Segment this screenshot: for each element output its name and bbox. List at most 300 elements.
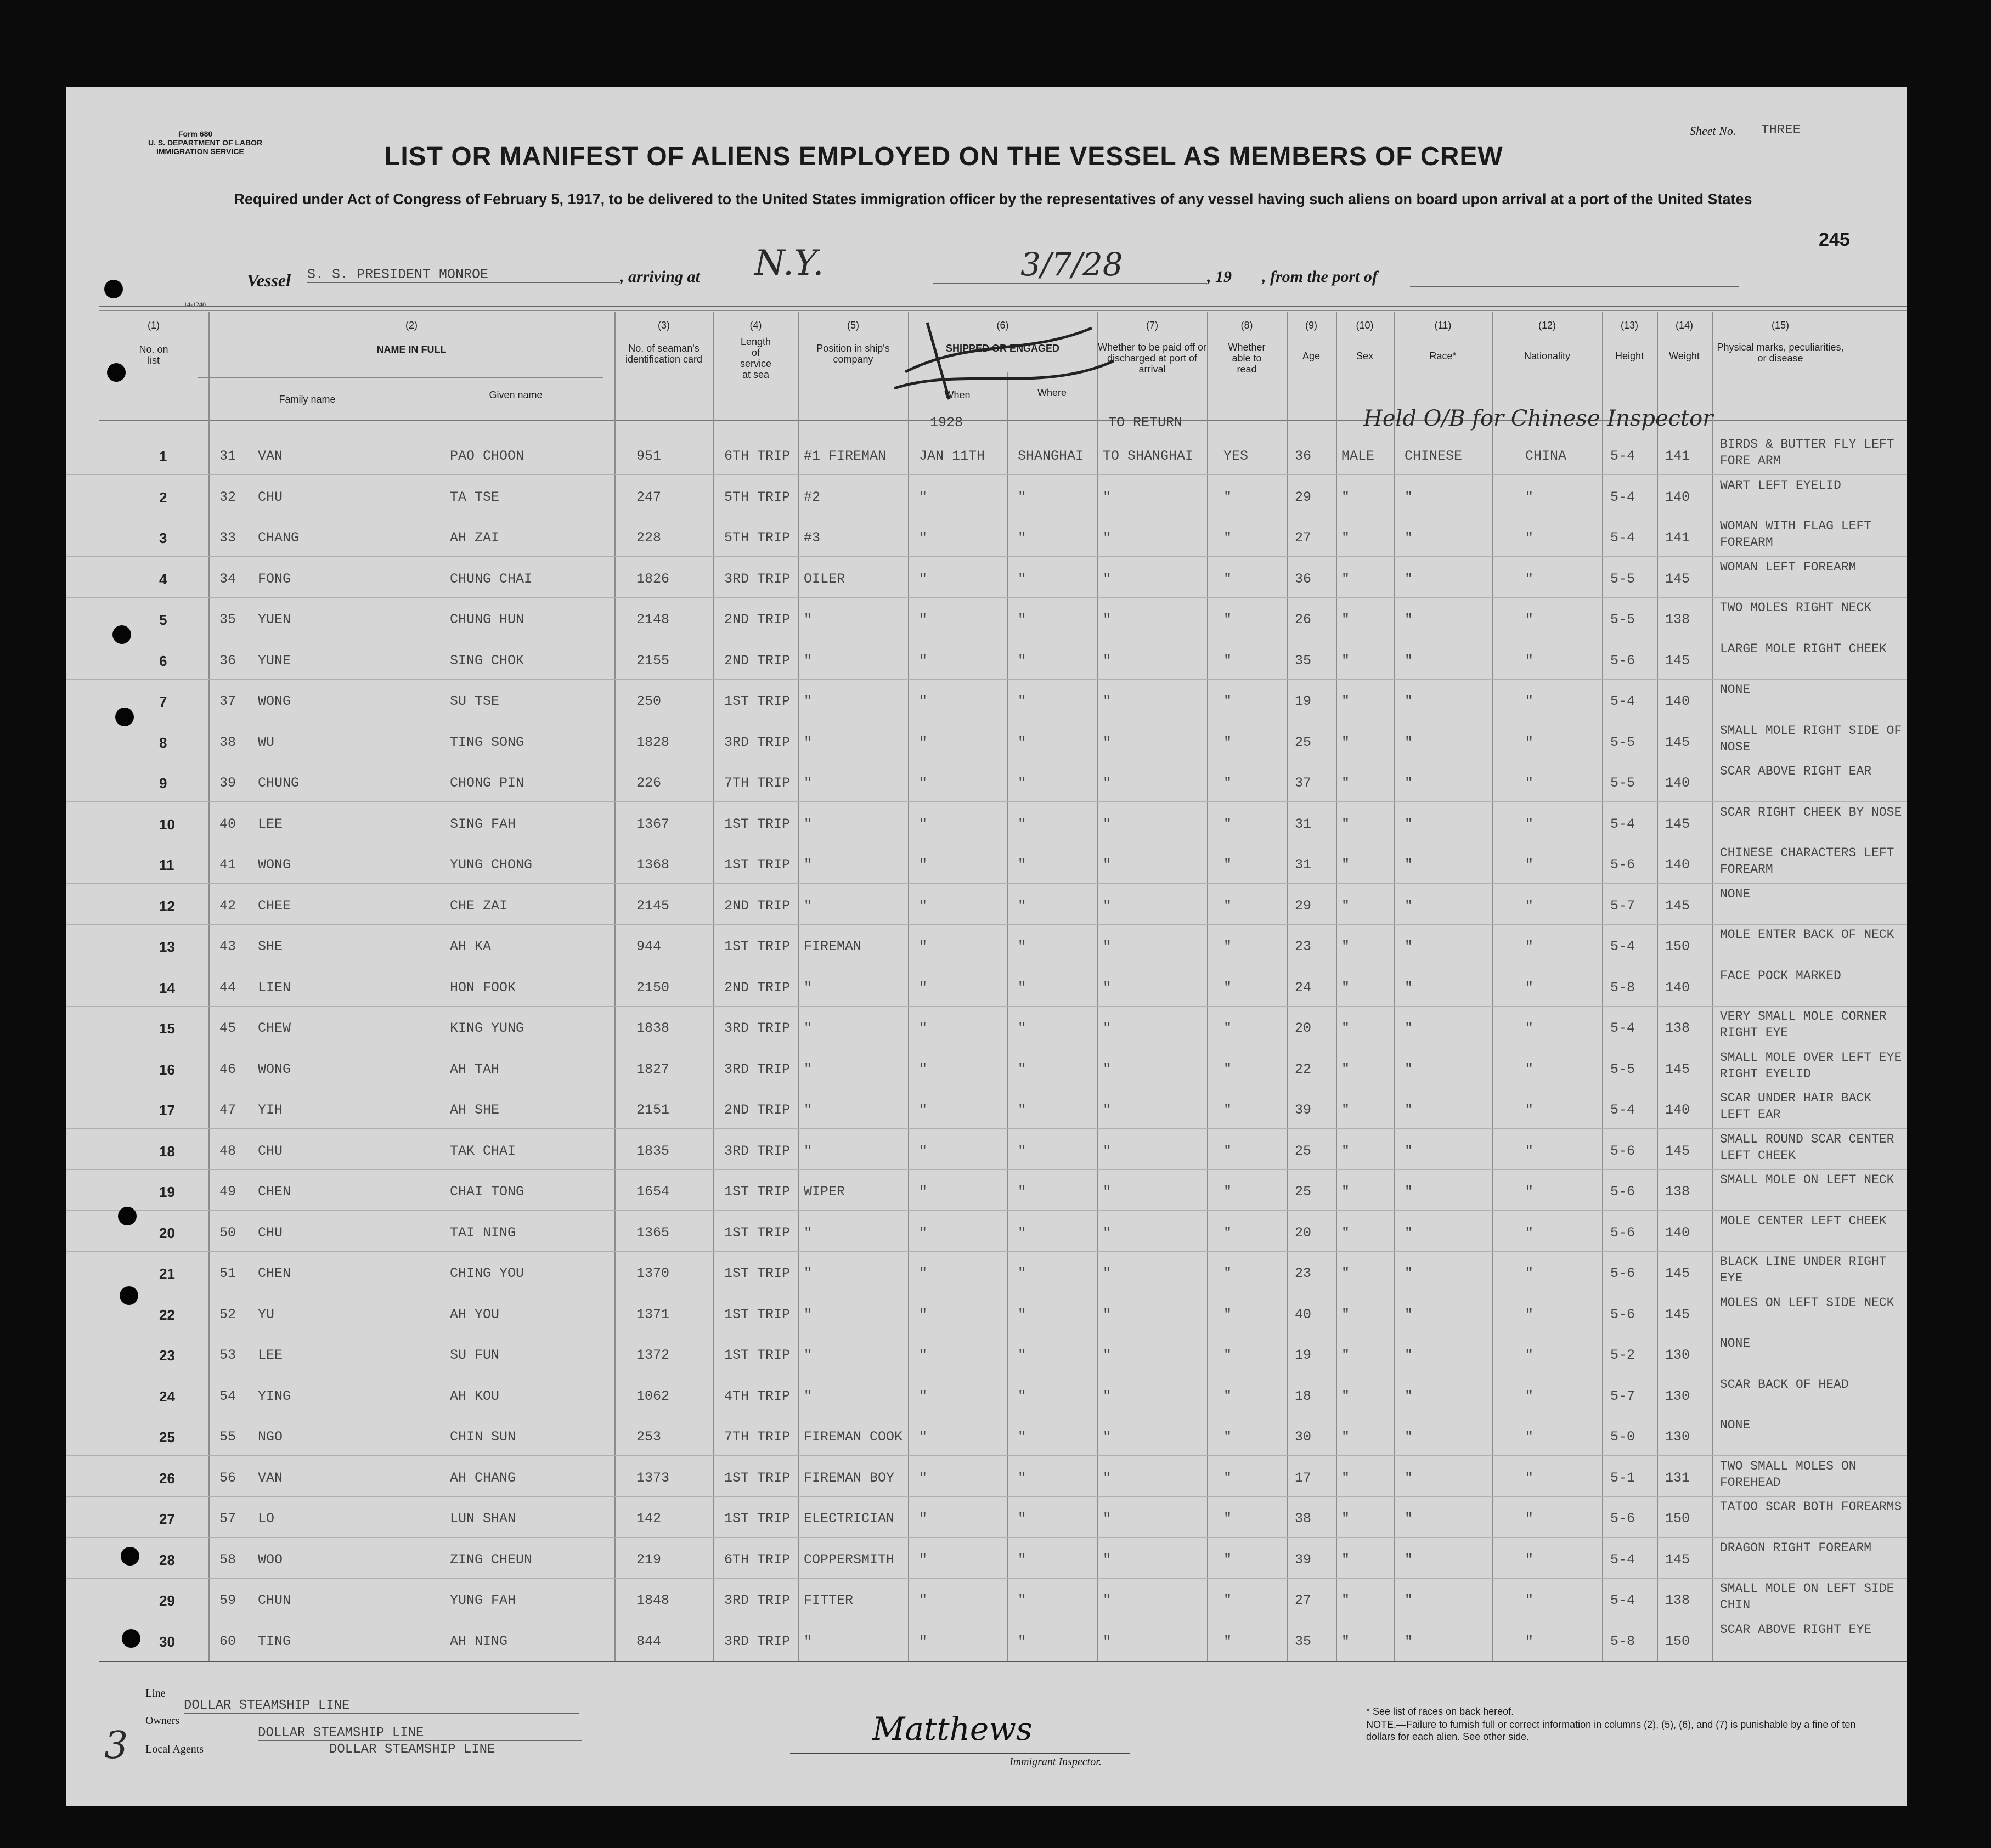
- sex: ": [1341, 1429, 1350, 1445]
- height: 5-6: [1610, 652, 1635, 669]
- age: 35: [1295, 652, 1312, 669]
- payoff: ": [1103, 1633, 1112, 1649]
- shipped-when: ": [919, 1470, 928, 1486]
- shipped-where: ": [1018, 1592, 1026, 1608]
- card-number: 2148: [636, 612, 670, 628]
- given-name: SU FUN: [450, 1347, 500, 1363]
- given-name: LUN SHAN: [450, 1511, 516, 1527]
- shipped-when: ": [919, 489, 928, 505]
- nationality: ": [1525, 1020, 1534, 1036]
- sex: ": [1341, 897, 1350, 914]
- payoff: ": [1103, 1061, 1112, 1077]
- races-note: * See list of races on back hereof.: [1366, 1706, 1514, 1717]
- sex: ": [1341, 489, 1350, 505]
- race: ": [1405, 1511, 1413, 1527]
- list-number: 46: [219, 1061, 236, 1077]
- physical-marks: SCAR RIGHT CHEEK BY NOSE: [1720, 805, 1902, 820]
- sex: ": [1341, 1061, 1350, 1077]
- family-name: WONG: [258, 693, 291, 709]
- col6-when-header: When: [944, 389, 971, 400]
- race: ": [1405, 1224, 1413, 1241]
- crew-row: [66, 680, 1907, 720]
- vessel-label: Vessel: [247, 270, 291, 290]
- position: FIREMAN COOK: [804, 1429, 903, 1445]
- race: ": [1405, 1265, 1413, 1281]
- col11-header: (11) Race*: [1429, 320, 1457, 361]
- physical-marks: TWO MOLES RIGHT NECK: [1720, 601, 1872, 615]
- able-to-read: ": [1223, 1306, 1232, 1323]
- crew-row: [66, 967, 1907, 1007]
- position: #1 FIREMAN: [804, 448, 887, 464]
- list-number: 50: [219, 1224, 236, 1241]
- race: ": [1405, 570, 1413, 587]
- inspector-note: Held O/B for Chinese Inspector: [1363, 406, 1713, 431]
- race: ": [1405, 1470, 1413, 1486]
- sex: ": [1341, 530, 1350, 546]
- list-number: 59: [219, 1592, 236, 1608]
- sex: ": [1341, 693, 1350, 709]
- payoff: ": [1103, 734, 1112, 750]
- nationality: ": [1525, 816, 1534, 832]
- able-to-read: ": [1223, 734, 1232, 750]
- card-number: 2155: [636, 652, 670, 669]
- sex: ": [1341, 1551, 1350, 1568]
- shipped-where: ": [1018, 489, 1026, 505]
- shipped-where: ": [1018, 857, 1026, 873]
- family-name: YUEN: [258, 612, 291, 628]
- physical-marks: LARGE MOLE RIGHT CHEEK: [1720, 641, 1887, 656]
- weight: 140: [1665, 979, 1690, 996]
- given-name: CHE ZAI: [450, 897, 508, 914]
- able-to-read: ": [1223, 816, 1232, 832]
- given-name: AH ZAI: [450, 530, 500, 546]
- list-number: 35: [219, 612, 236, 628]
- shipped-when: ": [919, 1633, 928, 1649]
- list-number: 45: [219, 1020, 236, 1036]
- crew-row: [66, 925, 1907, 965]
- position: ": [804, 693, 813, 709]
- height: 5-6: [1610, 1184, 1635, 1200]
- family-name: YU: [258, 1306, 275, 1323]
- age: 27: [1295, 530, 1312, 546]
- physical-marks: SMALL MOLE ON LEFT SIDE CHIN: [1720, 1581, 1894, 1612]
- weight: 138: [1665, 1184, 1690, 1200]
- position: ": [804, 1347, 813, 1363]
- crew-row: [66, 1539, 1907, 1579]
- able-to-read: ": [1223, 530, 1232, 546]
- weight: 145: [1665, 570, 1690, 587]
- weight: 145: [1665, 816, 1690, 832]
- position: ": [804, 1061, 813, 1077]
- card-number: 1372: [636, 1347, 670, 1363]
- shipped-where: ": [1018, 1184, 1026, 1200]
- able-to-read: ": [1223, 1224, 1232, 1241]
- service-length: 1ST TRIP: [724, 1306, 791, 1323]
- shipped-where: ": [1018, 1511, 1026, 1527]
- race: ": [1405, 1592, 1413, 1608]
- given-name: AH TAH: [450, 1061, 500, 1077]
- height: 5-5: [1610, 570, 1635, 587]
- sex: ": [1341, 652, 1350, 669]
- shipped-when: ": [919, 939, 928, 954]
- shipped-where: ": [1018, 1102, 1026, 1118]
- card-number: 1828: [636, 734, 670, 750]
- crew-row: [66, 640, 1907, 680]
- sheet-label: Sheet No.: [1690, 124, 1736, 138]
- line-number: 17: [159, 1102, 175, 1118]
- age: 20: [1295, 1020, 1312, 1036]
- shipped-when: ": [919, 1429, 928, 1445]
- shipped-where: ": [1018, 1470, 1026, 1486]
- payoff: ": [1103, 1224, 1112, 1241]
- crew-row: [66, 1497, 1907, 1538]
- nationality: ": [1525, 1143, 1534, 1159]
- payoff: ": [1103, 570, 1112, 587]
- height: 5-6: [1610, 1511, 1635, 1527]
- height: 5-4: [1610, 1020, 1635, 1036]
- race: CHINESE: [1405, 448, 1463, 464]
- inspector-label: Immigrant Inspector.: [1009, 1756, 1102, 1768]
- shipped-when: ": [919, 1347, 928, 1363]
- nationality: ": [1525, 1633, 1534, 1649]
- age: 39: [1295, 1102, 1312, 1118]
- owners-value: DOLLAR STEAMSHIP LINE: [258, 1726, 582, 1741]
- payoff: ": [1103, 1551, 1112, 1568]
- weight: 145: [1665, 1306, 1690, 1323]
- family-name: NGO: [258, 1429, 283, 1445]
- punch-hole: [115, 708, 134, 726]
- race: ": [1405, 1347, 1413, 1363]
- service-length: 2ND TRIP: [724, 612, 791, 628]
- col10-header: (10) Sex: [1356, 320, 1374, 361]
- weight: 138: [1665, 1020, 1690, 1036]
- line-value: DOLLAR STEAMSHIP LINE: [184, 1698, 579, 1714]
- height: 5-6: [1610, 1306, 1635, 1323]
- weight: 150: [1665, 1511, 1690, 1527]
- crew-row: [66, 598, 1907, 638]
- weight: 141: [1665, 530, 1690, 546]
- service-length: 7TH TRIP: [724, 1429, 791, 1445]
- list-number: 55: [219, 1429, 236, 1445]
- payoff: ": [1103, 1102, 1112, 1118]
- line-number: 29: [159, 1592, 175, 1609]
- payoff: ": [1103, 652, 1112, 669]
- height: 5-4: [1610, 1102, 1635, 1118]
- service-length: 2ND TRIP: [724, 1102, 791, 1118]
- card-number: 1373: [636, 1470, 670, 1486]
- form-number: Form 680: [178, 129, 213, 138]
- nationality: ": [1525, 530, 1534, 546]
- given-name: CHIN SUN: [450, 1429, 516, 1445]
- inspector-signature: Matthews: [872, 1710, 1033, 1748]
- given-name: PAO CHOON: [450, 448, 524, 464]
- list-number: 53: [219, 1347, 236, 1363]
- crew-row: [66, 762, 1907, 802]
- sex: ": [1341, 979, 1350, 996]
- position: ": [804, 1020, 813, 1036]
- list-number: 42: [219, 897, 236, 914]
- shipped-when: JAN 11TH: [919, 448, 985, 464]
- line-number: 8: [159, 734, 167, 751]
- sex: ": [1341, 939, 1350, 954]
- list-number: 40: [219, 816, 236, 832]
- age: 30: [1295, 1429, 1312, 1445]
- col3-header: (3) No. of seaman's identification card: [625, 320, 703, 365]
- family-name: LO: [258, 1511, 275, 1527]
- able-to-read: ": [1223, 1102, 1232, 1118]
- given-name: TA TSE: [450, 489, 500, 505]
- service-length: 2ND TRIP: [724, 979, 791, 996]
- shipped-when: ": [919, 693, 928, 709]
- margin-number: 3: [104, 1724, 128, 1767]
- shipped-where: ": [1018, 1551, 1026, 1568]
- card-number: 219: [636, 1551, 662, 1568]
- card-number: 2150: [636, 979, 670, 996]
- able-to-read: ": [1223, 1470, 1232, 1486]
- payoff: ": [1103, 979, 1112, 996]
- payoff: ": [1103, 530, 1112, 546]
- race: ": [1405, 897, 1413, 914]
- weight: 145: [1665, 652, 1690, 669]
- card-number: 1826: [636, 570, 670, 587]
- physical-marks: SCAR ABOVE RIGHT EYE: [1720, 1622, 1872, 1637]
- sex: ": [1341, 816, 1350, 832]
- card-number: 1371: [636, 1306, 670, 1323]
- payoff: ": [1103, 1511, 1112, 1527]
- weight: 150: [1665, 939, 1690, 954]
- list-number: 49: [219, 1184, 236, 1200]
- given-name: SU TSE: [450, 693, 500, 709]
- age: 31: [1295, 816, 1312, 832]
- service-length: 3RD TRIP: [724, 1633, 791, 1649]
- col4-header: (4) Length of service at sea: [740, 320, 771, 380]
- nationality: ": [1525, 857, 1534, 873]
- list-number: 54: [219, 1388, 236, 1404]
- family-name: YUNE: [258, 652, 291, 669]
- race: ": [1405, 734, 1413, 750]
- sheet-value: THREE: [1761, 123, 1801, 138]
- card-number: 1848: [636, 1592, 670, 1608]
- given-name: TING SONG: [450, 734, 524, 750]
- card-number: 2145: [636, 897, 670, 914]
- able-to-read: ": [1223, 1265, 1232, 1281]
- weight: 140: [1665, 775, 1690, 791]
- weight: 130: [1665, 1347, 1690, 1363]
- payoff: ": [1103, 612, 1112, 628]
- nationality: ": [1525, 775, 1534, 791]
- physical-marks: MOLE CENTER LEFT CHEEK: [1720, 1213, 1887, 1228]
- race: ": [1405, 939, 1413, 954]
- shipped-where: ": [1018, 734, 1026, 750]
- weight: 140: [1665, 489, 1690, 505]
- shipped-when: ": [919, 857, 928, 873]
- list-number: 39: [219, 775, 236, 791]
- weight: 140: [1665, 693, 1690, 709]
- card-number: 247: [636, 489, 662, 505]
- weight: 130: [1665, 1429, 1690, 1445]
- shipped-where: ": [1018, 979, 1026, 996]
- age: 18: [1295, 1388, 1312, 1404]
- crew-row: [66, 844, 1907, 884]
- family-name: LEE: [258, 816, 283, 832]
- position: ": [804, 612, 813, 628]
- race: ": [1405, 1551, 1413, 1568]
- line-number: 19: [159, 1184, 175, 1200]
- manifest-sheet: [66, 87, 1907, 1806]
- height: 5-8: [1610, 1633, 1635, 1649]
- crew-row: [66, 1293, 1907, 1333]
- service-length: 1ST TRIP: [724, 1265, 791, 1281]
- race: ": [1405, 1020, 1413, 1036]
- list-number: 32: [219, 489, 236, 505]
- service-length: 4TH TRIP: [724, 1388, 791, 1404]
- sex: ": [1341, 1388, 1350, 1404]
- crew-row: [66, 1334, 1907, 1374]
- height: 5-7: [1610, 1388, 1635, 1404]
- card-number: 944: [636, 939, 662, 954]
- line-number: 6: [159, 652, 167, 669]
- payoff: ": [1103, 1265, 1112, 1281]
- punch-hole: [121, 1547, 139, 1566]
- crew-row: [66, 885, 1907, 925]
- crew-row: [66, 1252, 1907, 1292]
- shipped-where: ": [1018, 1061, 1026, 1077]
- sex: ": [1341, 1470, 1350, 1486]
- crew-row: [66, 1007, 1907, 1047]
- payoff: ": [1103, 1306, 1112, 1323]
- age: 35: [1295, 1633, 1312, 1649]
- able-to-read: ": [1223, 1551, 1232, 1568]
- service-length: 1ST TRIP: [724, 693, 791, 709]
- age: 17: [1295, 1470, 1312, 1486]
- height: 5-4: [1610, 489, 1635, 505]
- crew-row: [66, 1089, 1907, 1129]
- penalty-note: NOTE.—Failure to furnish full or correct information in columns (2), (5), (6), and (7) is punishable by a fine of ten dollars for each alien. See other side.: [1366, 1719, 1856, 1742]
- list-number: 36: [219, 652, 236, 669]
- line-number: 27: [159, 1511, 175, 1527]
- given-name: KING YUNG: [450, 1020, 524, 1036]
- col2-header: (2) NAME IN FULL: [376, 320, 447, 355]
- col13-header: (13) Height: [1615, 320, 1644, 361]
- arriving-port: N.Y.: [721, 243, 968, 284]
- race: ": [1405, 857, 1413, 873]
- shipped-when: ": [919, 570, 928, 587]
- physical-marks: NONE: [1720, 886, 1751, 901]
- service-length: 3RD TRIP: [724, 1592, 791, 1608]
- race: ": [1405, 1306, 1413, 1323]
- card-number: 951: [636, 448, 662, 464]
- service-length: 3RD TRIP: [724, 1061, 791, 1077]
- card-number: 1062: [636, 1388, 670, 1404]
- card-number: 1367: [636, 816, 670, 832]
- age: 25: [1295, 1143, 1312, 1159]
- payoff: ": [1103, 1592, 1112, 1608]
- race: ": [1405, 693, 1413, 709]
- weight: 141: [1665, 448, 1690, 464]
- manifest-subtitle: Required under Act of Congress of February 5, 1917, to be delivered to the United States immigration officer by the representatives of any vessel having such aliens on board upon arrival at a port of the United States: [234, 191, 1752, 207]
- service-length: 1ST TRIP: [724, 939, 791, 954]
- family-name: LEE: [258, 1347, 283, 1363]
- age: 19: [1295, 693, 1312, 709]
- nationality: ": [1525, 693, 1534, 709]
- race: ": [1405, 612, 1413, 628]
- punch-hole: [104, 280, 123, 298]
- nationality: ": [1525, 1551, 1534, 1568]
- position: COPPERSMITH: [804, 1551, 895, 1568]
- line-number: 11: [159, 857, 174, 873]
- shipped-where: ": [1018, 1306, 1026, 1323]
- weight: 145: [1665, 1143, 1690, 1159]
- able-to-read: ": [1223, 570, 1232, 587]
- shipped-when: ": [919, 897, 928, 914]
- crew-row: [66, 517, 1907, 557]
- from-port-value: [1410, 273, 1739, 287]
- position: ELECTRICIAN: [804, 1511, 895, 1527]
- able-to-read: ": [1223, 1061, 1232, 1077]
- payoff: ": [1103, 897, 1112, 914]
- line-number: 25: [159, 1429, 175, 1445]
- race: ": [1405, 652, 1413, 669]
- given-name: AH SHE: [450, 1102, 500, 1118]
- height: 5-6: [1610, 1224, 1635, 1241]
- nationality: CHINA: [1525, 448, 1567, 464]
- sex: ": [1341, 1511, 1350, 1527]
- position: ": [804, 775, 813, 791]
- given-name: SING FAH: [450, 816, 516, 832]
- payoff: ": [1103, 1143, 1112, 1159]
- position: ": [804, 1265, 813, 1281]
- sex: ": [1341, 1224, 1350, 1241]
- given-name: TAK CHAI: [450, 1143, 516, 1159]
- list-number: 57: [219, 1511, 236, 1527]
- service-length: 1ST TRIP: [724, 1184, 791, 1200]
- nationality: ": [1525, 1347, 1534, 1363]
- physical-marks: DRAGON RIGHT FOREARM: [1720, 1540, 1872, 1555]
- col15-header: (15) Physical marks, peculiarities, or disease: [1717, 320, 1844, 364]
- card-number: 253: [636, 1429, 662, 1445]
- physical-marks: TWO SMALL MOLES ON FOREHEAD: [1720, 1459, 1857, 1490]
- able-to-read: ": [1223, 693, 1232, 709]
- year-annotation: 1928: [930, 415, 963, 431]
- family-name: CHU: [258, 489, 283, 505]
- shipped-when: ": [919, 652, 928, 669]
- family-name: SHE: [258, 939, 283, 954]
- service-length: 2ND TRIP: [724, 652, 791, 669]
- list-number: 60: [219, 1633, 236, 1649]
- sex: MALE: [1341, 448, 1375, 464]
- punch-hole: [118, 1207, 137, 1225]
- able-to-read: ": [1223, 1184, 1232, 1200]
- line-number: 5: [159, 612, 167, 628]
- line-number: 4: [159, 570, 167, 587]
- family-name: VAN: [258, 448, 283, 464]
- given-name: CHAI TONG: [450, 1184, 524, 1200]
- physical-marks: BIRDS & BUTTER FLY LEFT FORE ARM: [1720, 437, 1894, 468]
- sex: ": [1341, 857, 1350, 873]
- shipped-where: ": [1018, 1388, 1026, 1404]
- shipped-when: ": [919, 530, 928, 546]
- shipped-when: ": [919, 1224, 928, 1241]
- col8-header: (8) Whether able to read: [1228, 320, 1266, 375]
- height: 5-5: [1610, 734, 1635, 750]
- list-number: 48: [219, 1143, 236, 1159]
- payoff: ": [1103, 1388, 1112, 1404]
- line-number: 9: [159, 775, 167, 792]
- line-number: 13: [159, 939, 175, 955]
- service-length: 6TH TRIP: [724, 1551, 791, 1568]
- col2-family-header: Family name: [279, 394, 336, 405]
- age: 25: [1295, 734, 1312, 750]
